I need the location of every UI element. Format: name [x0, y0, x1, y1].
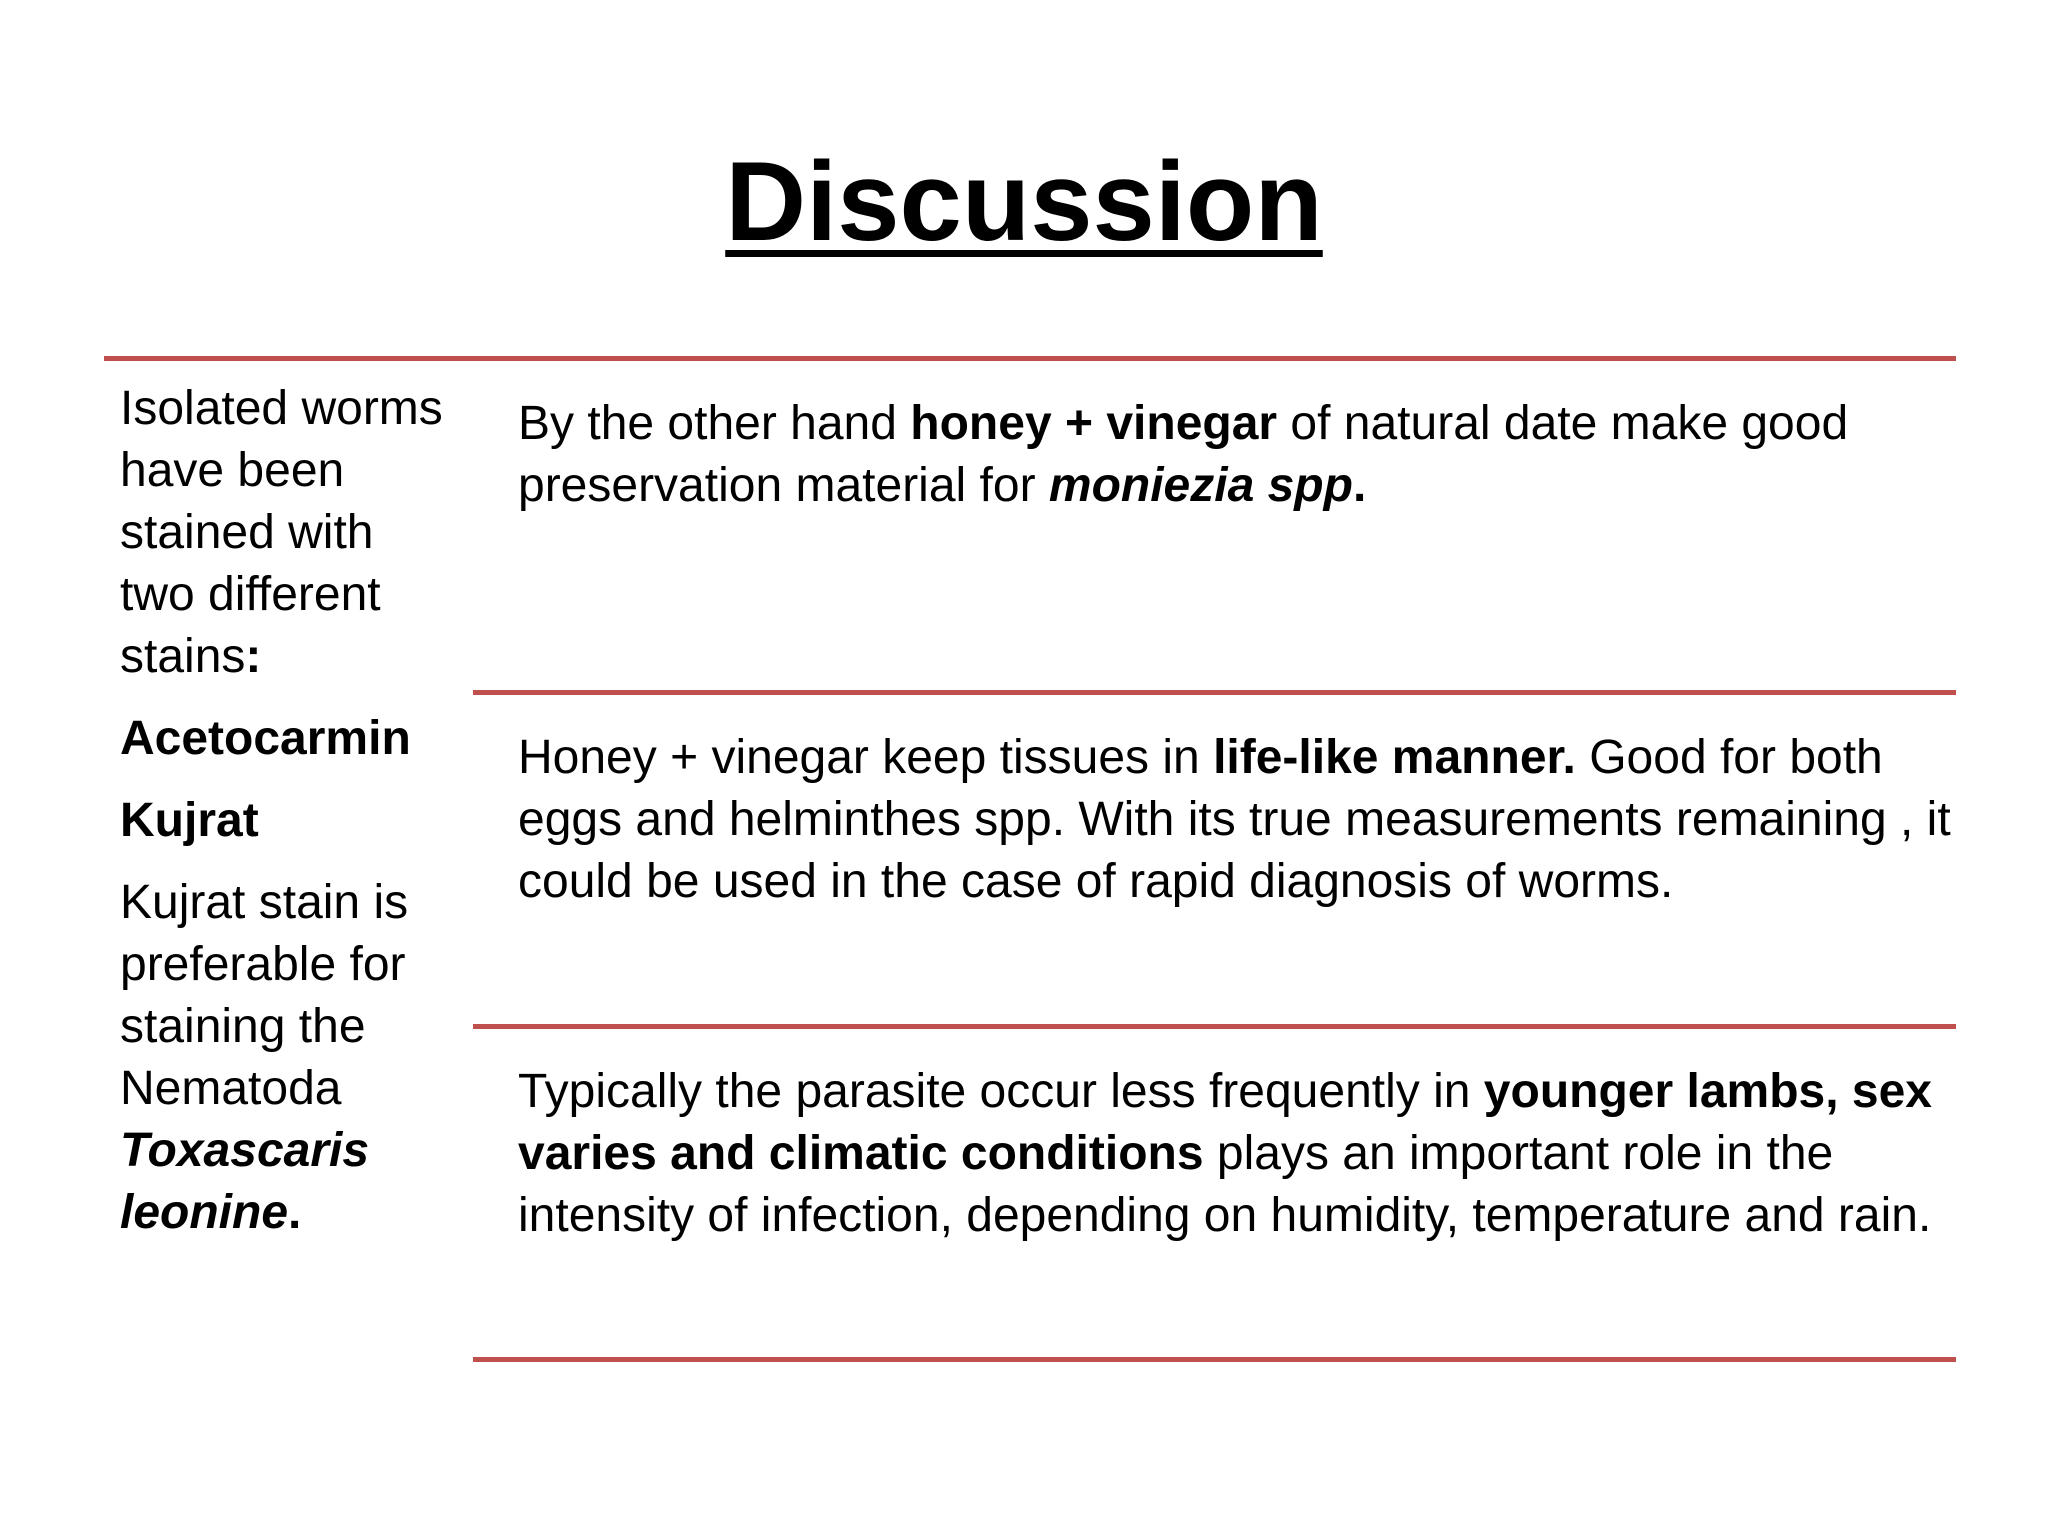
- kujrat-note: Kujrat stain is preferable for staining the Nematoda Toxascaris leonine.: [120, 876, 409, 1239]
- row-1-text: By the other hand honey + vinegar of natural date make good preservation material for moniezia spp.: [518, 397, 1849, 512]
- table-bottom-rule: [473, 1357, 1956, 1362]
- row-3-text: Typically the parasite occur less frequently in younger lambs, sex varies and climatic conditions plays an important role in the intensity of infection, depending on humidity, temperature and rain.: [518, 1065, 1932, 1242]
- stains-intro: Isolated worms have been stained with two different stains:: [120, 382, 443, 683]
- slide-title: [0, 140, 2048, 263]
- table-top-rule: [104, 356, 1956, 361]
- row-divider-1: [473, 690, 1956, 695]
- species-name: Toxascaris leonine: [120, 1124, 370, 1239]
- stain-acetocarmin: Acetocarmin: [120, 712, 411, 765]
- discussion-row-1: [518, 393, 1958, 517]
- discussion-row-3: [518, 1061, 1958, 1247]
- stains-column: [120, 378, 460, 1244]
- stain-kujrat: Kujrat: [120, 794, 259, 847]
- discussion-row-2: [518, 727, 1958, 913]
- row-2-text: Honey + vinegar keep tissues in life-like manner. Good for both eggs and helminthes spp. With its true measurements remaining , it could be used in the case of rapid diagnosis of worms.: [518, 731, 1951, 908]
- slide-title-text: Discussion: [725, 139, 1323, 264]
- row-divider-2: [473, 1024, 1956, 1029]
